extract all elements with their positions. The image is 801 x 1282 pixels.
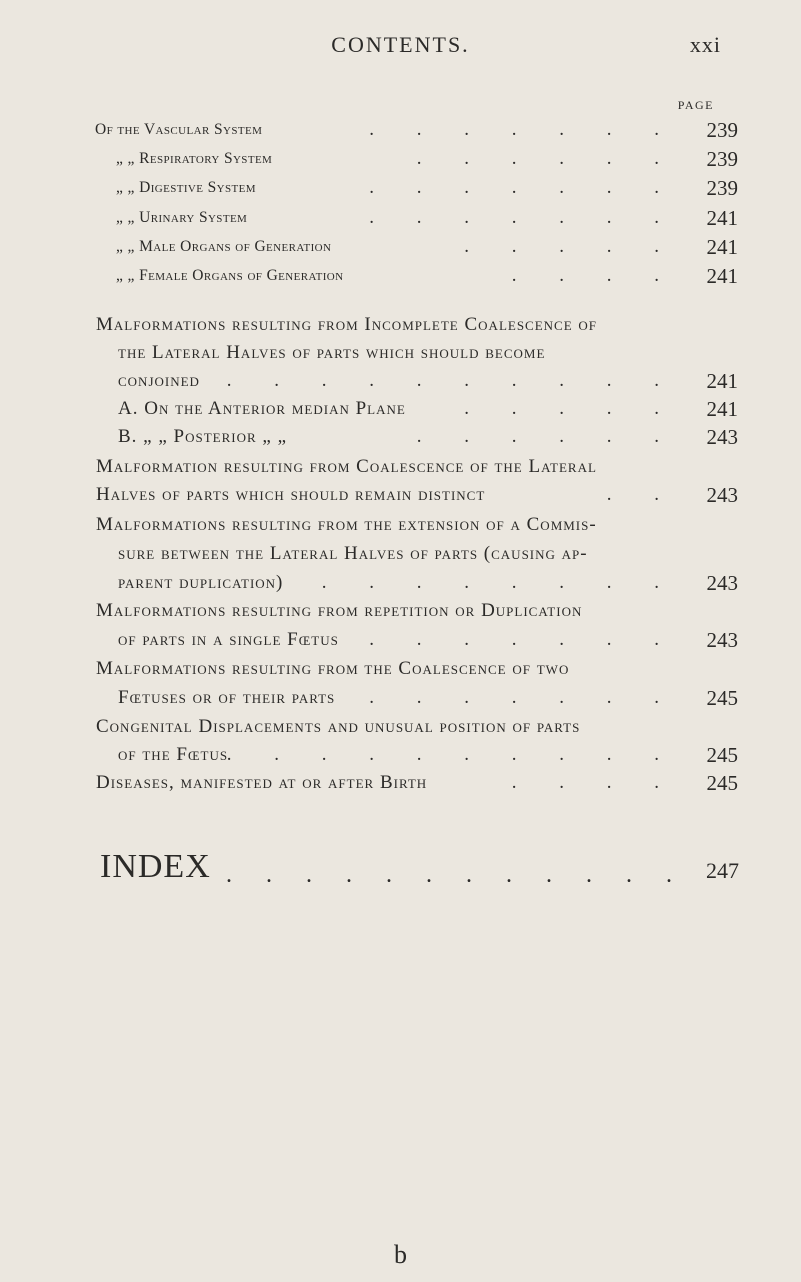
toc-entry-page: 243	[706, 628, 738, 652]
toc-entry-text: Malformations resulting from the extension of a Commis-	[96, 514, 597, 535]
index-page-number: 247	[706, 858, 739, 883]
dot-leader: . . . . . . . . . .	[226, 370, 678, 391]
toc-entry	[96, 146, 738, 172]
toc-entry	[96, 263, 738, 289]
toc-entry-text: „ „ Male Organs of Generation	[116, 238, 332, 255]
running-head	[0, 32, 801, 62]
toc-entry	[96, 396, 738, 422]
dot-leader: . . . . . .	[416, 426, 678, 447]
toc-entry-text: Malformations resulting from the Coalescence of two	[96, 658, 570, 679]
toc-entry-page: 243	[706, 425, 738, 449]
toc-entry-page: 245	[706, 743, 738, 767]
toc-entry-page: 243	[706, 483, 738, 507]
toc-entry-text: conjoined	[118, 370, 200, 391]
toc-entry-page: 239	[706, 118, 738, 142]
toc-entry-continuation	[96, 685, 738, 711]
toc-entry	[96, 205, 738, 231]
dot-leader: . . . .	[511, 772, 678, 793]
toc-entry-text: Fœtuses or of their parts	[118, 687, 336, 708]
toc-entry-text: B. „ „ Posterior „ „	[118, 426, 288, 447]
toc-entry-page: 243	[706, 571, 738, 595]
toc-entry-page: 241	[706, 369, 738, 393]
running-head-page-number: xxi	[689, 32, 721, 57]
toc-entry-page: 245	[706, 771, 738, 795]
running-head-title: CONTENTS.	[331, 32, 470, 57]
dot-leader: . . . . . . . . . . . .	[226, 862, 686, 888]
toc-entry-text: Diseases, manifested at or after Birth	[96, 772, 428, 793]
toc-entry-text: Halves of parts which should remain distinct	[96, 484, 486, 505]
dot-leader: . . . . . . .	[369, 629, 678, 650]
toc-entry-text: „ „ Female Organs of Generation	[116, 267, 344, 284]
dot-leader: . . . .	[511, 265, 678, 286]
toc-entry	[96, 656, 738, 682]
toc-entry-text: parent duplication)	[118, 572, 284, 593]
toc-entry	[96, 234, 738, 260]
toc-entry-text: Malformation resulting from Coalescence of the Lateral	[96, 456, 597, 477]
toc-entry-continuation	[96, 570, 738, 596]
toc-entry-continuation	[96, 742, 738, 768]
page-column-header: PAGE	[677, 98, 714, 112]
toc-entry-page: 239	[706, 147, 738, 171]
toc-entry-text: A. On the Anterior median Plane	[118, 398, 406, 419]
toc-entry	[96, 454, 738, 480]
toc-entry-page: 241	[706, 264, 738, 288]
toc-entry-text: „ „ Respiratory System	[116, 150, 273, 167]
toc-entry-text: Of the Vascular System	[95, 121, 263, 138]
toc-entry-text: of parts in a single Fœtus	[118, 629, 339, 650]
toc-entry	[96, 175, 738, 201]
toc-entry-continuation	[96, 368, 738, 394]
toc-entry	[96, 714, 738, 740]
toc-entry-continuation	[96, 541, 738, 567]
dot-leader: . . . . . .	[416, 148, 678, 169]
dot-leader: . . . . .	[464, 236, 678, 257]
toc-entry	[96, 424, 738, 450]
toc-entry-text: sure between the Lateral Halves of parts (causing ap-	[118, 543, 588, 564]
toc-entry	[96, 598, 738, 624]
dot-leader: . . . . .	[464, 398, 678, 419]
toc-entry-continuation	[96, 482, 738, 508]
dot-leader: . . . . . . .	[369, 119, 678, 140]
toc-entry-page: 241	[706, 397, 738, 421]
toc-entry-text: Malformations resulting from repetition or Duplication	[96, 600, 583, 621]
dot-leader: . . . . . . .	[369, 177, 678, 198]
dot-leader: . .	[606, 484, 678, 505]
toc-entry-text: „ „ Urinary System	[116, 209, 248, 226]
toc-entry-continuation	[96, 340, 738, 366]
toc-entry-text: the Lateral Halves of parts which should become	[118, 342, 546, 363]
toc-entry	[96, 770, 738, 796]
index-heading: INDEX	[100, 848, 211, 885]
signature-mark: b	[394, 1240, 407, 1269]
toc-entry-text: „ „ Digestive System	[116, 179, 256, 196]
toc-entry-page: 245	[706, 686, 738, 710]
toc-entry	[96, 117, 738, 143]
dot-leader: . . . . . . . . . .	[226, 744, 678, 765]
toc-entry-text: of the Fœtus	[118, 744, 229, 765]
toc-entry-text: Malformations resulting from Incomplete Coalescence of	[96, 314, 598, 335]
toc-entry	[96, 512, 738, 538]
dot-leader: . . . . . . . .	[321, 572, 678, 593]
dot-leader: . . . . . . .	[369, 687, 678, 708]
toc-entry	[96, 312, 738, 338]
toc-entry-text: Congenital Displacements and unusual position of parts	[96, 716, 581, 737]
toc-entry-continuation	[96, 627, 738, 653]
toc-entry-page: 241	[706, 235, 738, 259]
dot-leader: . . . . . . .	[369, 207, 678, 228]
toc-entry-page: 239	[706, 176, 738, 200]
toc-entry-page: 241	[706, 206, 738, 230]
